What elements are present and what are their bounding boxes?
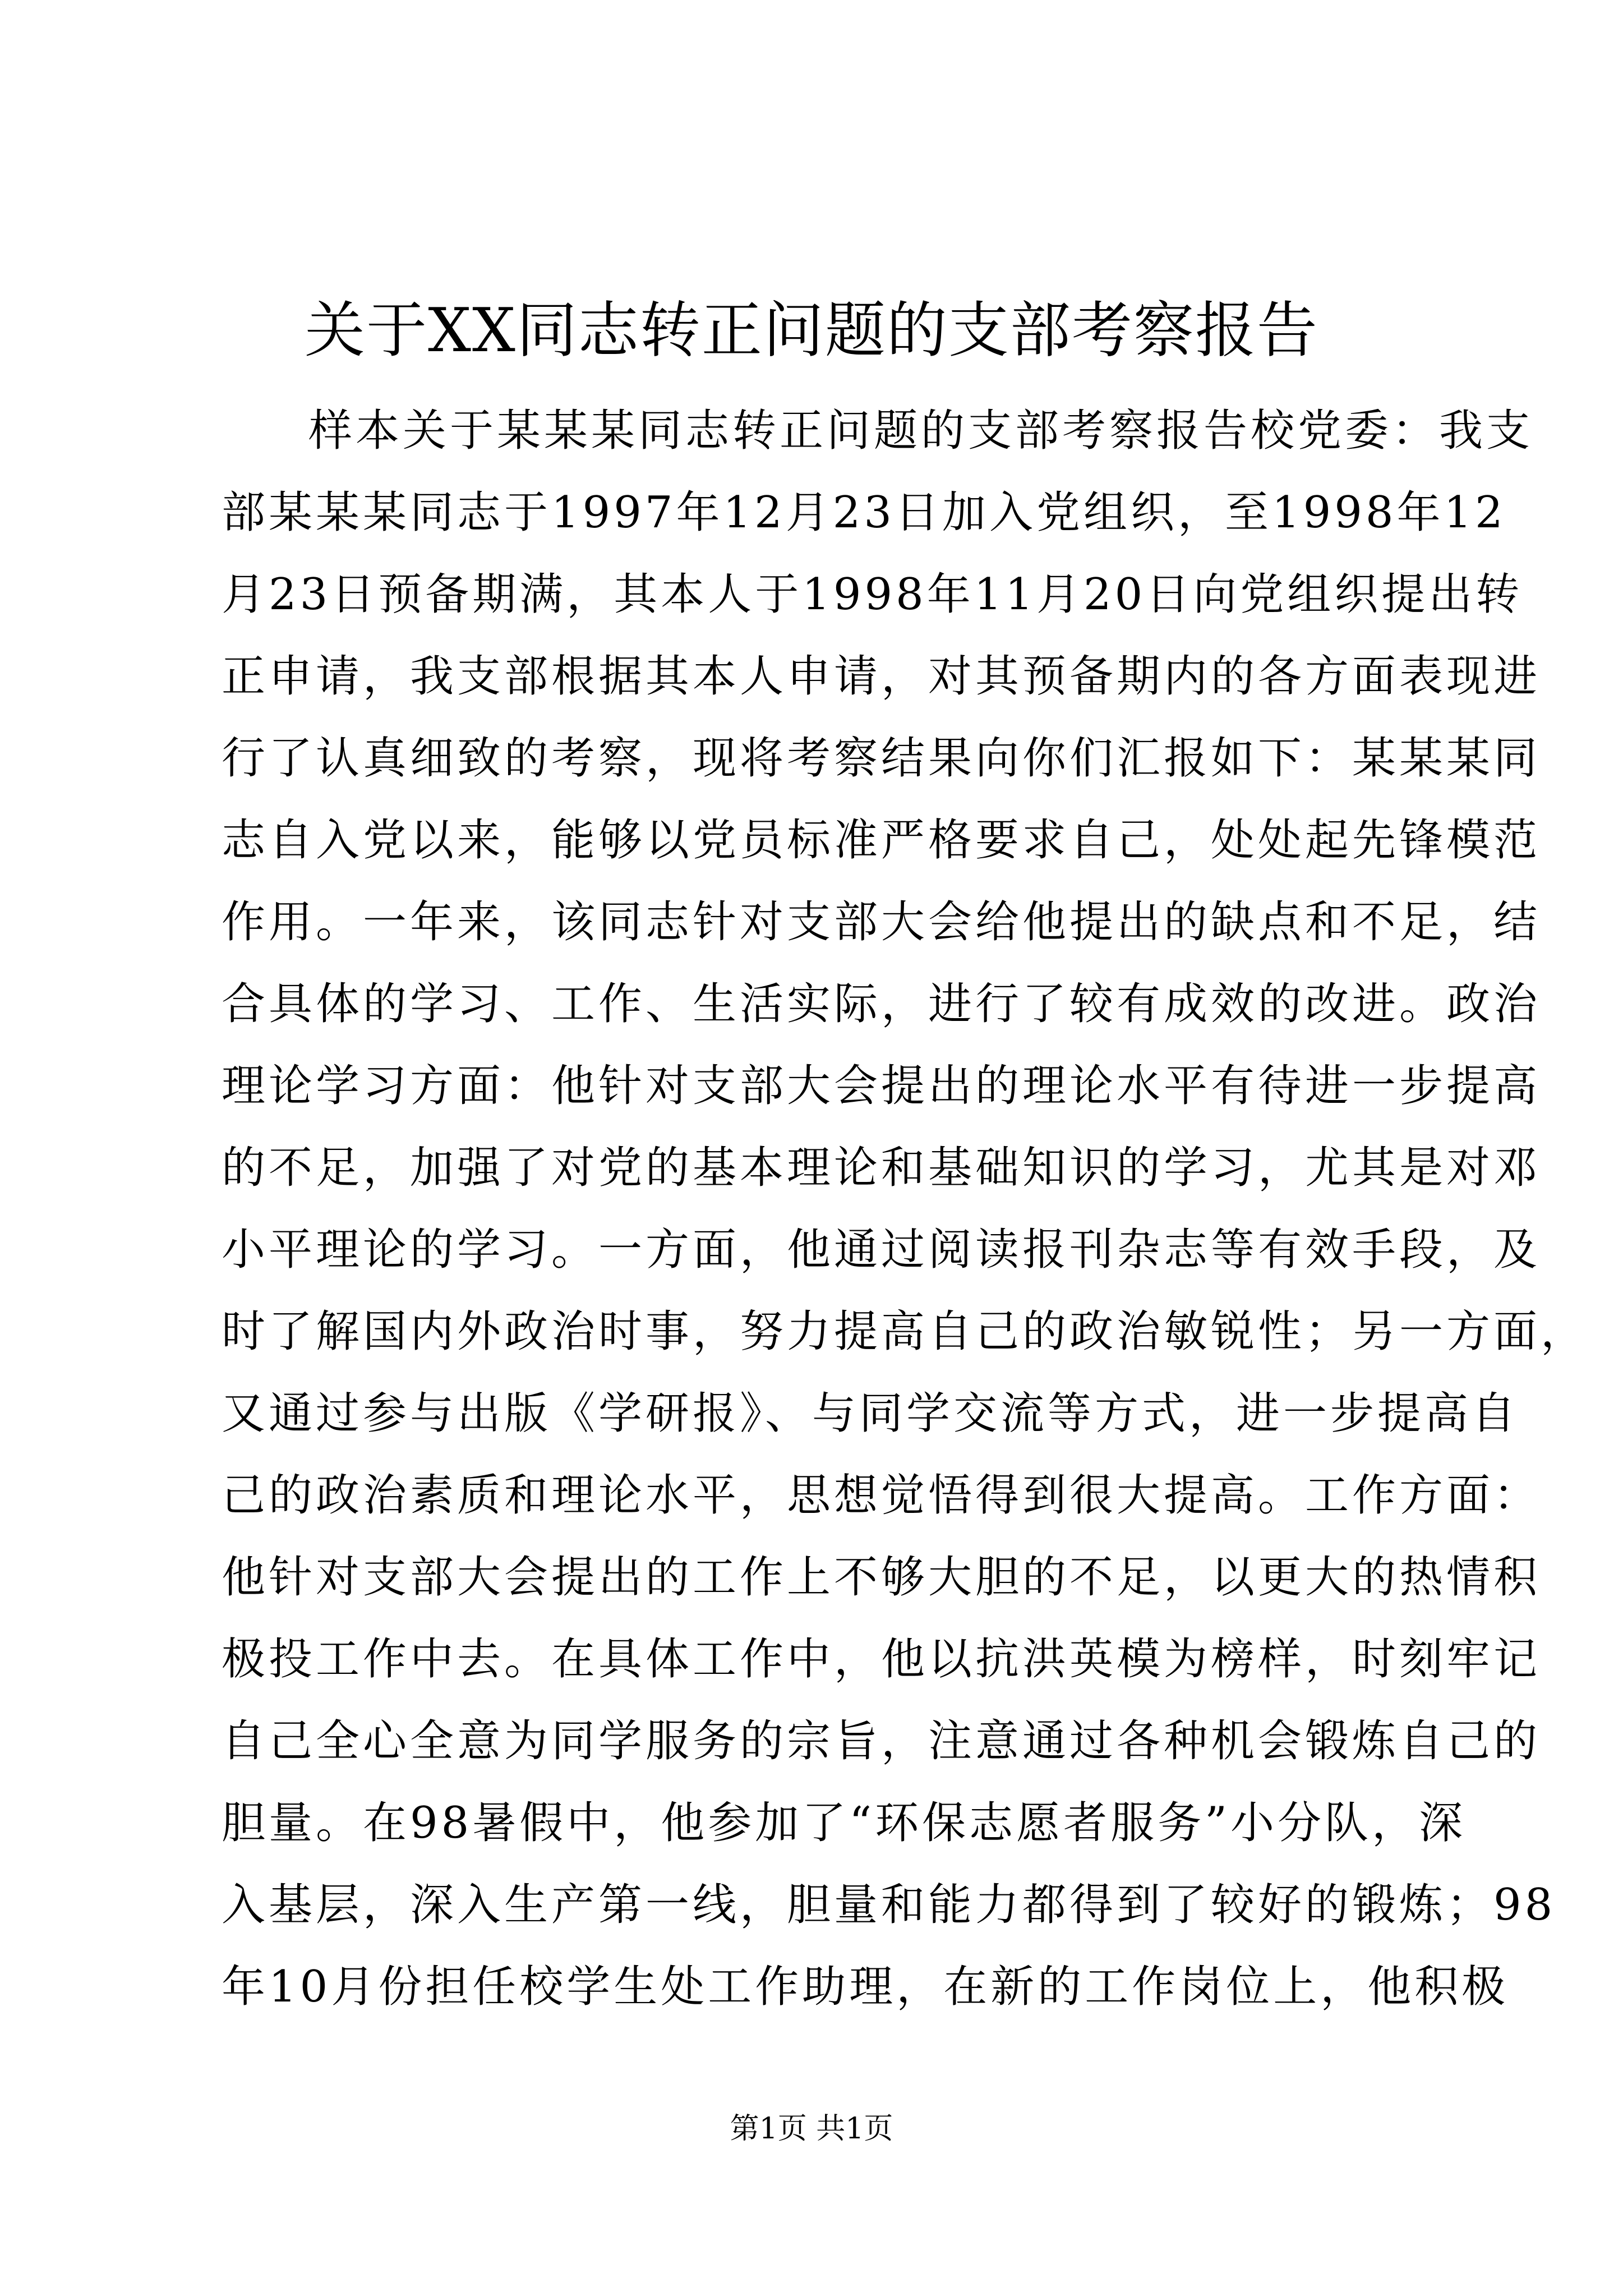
body-line: 的不足，加强了对党的基本理论和基础知识的学习，尤其是对邓 [222,1143,1541,1193]
body-line: 志自入党以来，能够以党员标准严格要求自己，处处起先锋模范 [222,815,1541,866]
body-line: 合具体的学习、工作、生活实际，进行了较有成效的改进。政治 [222,979,1541,1029]
body-line: 部某某某同志于1997年12月23日加入党组织，至1998年12 [222,487,1506,538]
body-line: 样本关于某某某同志转正问题的支部考察报告校党委：我支 [308,406,1534,456]
body-line: 时了解国内外政治时事，努力提高自己的政治敏锐性；另一方面， [222,1306,1588,1357]
body-line: 月23日预备期满，其本人于1998年11月20日向党组织提出转 [222,569,1523,620]
body-line: 年10月份担任校学生处工作助理，在新的工作岗位上，他积极 [222,1962,1509,2012]
body-line: 极投工作中去。在具体工作中，他以抗洪英模为榜样，时刻牢记 [222,1634,1541,1685]
body-line: 理论学习方面：他针对支部大会提出的理论水平有待进一步提高 [222,1061,1541,1111]
page-footer: 第1页 共1页 [730,2112,893,2146]
document-body [222,390,1588,2028]
body-line: 己的政治素质和理论水平，思想觉悟得到很大提高。工作方面： [222,1470,1541,1521]
body-line: 正申请，我支部根据其本人申请，对其预备期内的各方面表现进 [222,651,1541,702]
body-line: 他针对支部大会提出的工作上不够大胆的不足，以更大的热情积 [222,1552,1541,1603]
body-line: 胆量。在98暑假中，他参加了“环保志愿者服务”小分队，深 [222,1798,1467,1848]
body-line: 又通过参与出版《学研报》、与同学交流等方式，进一步提高自 [222,1388,1519,1439]
body-line: 小平理论的学习。一方面，他通过阅读报刊杂志等有效手段，及 [222,1225,1541,1275]
document-title: 关于XX同志转正问题的支部考察报告 [305,296,1318,366]
body-line: 作用。一年来，该同志针对支部大会给他提出的缺点和不足，结 [222,897,1541,947]
body-line: 自己全心全意为同学服务的宗旨，注意通过各种机会锻炼自己的 [222,1716,1541,1766]
body-line: 入基层，深入生产第一线，胆量和能力都得到了较好的锻炼；98 [222,1880,1556,1930]
body-line: 行了认真细致的考察，现将考察结果向你们汇报如下：某某某同 [222,733,1541,784]
